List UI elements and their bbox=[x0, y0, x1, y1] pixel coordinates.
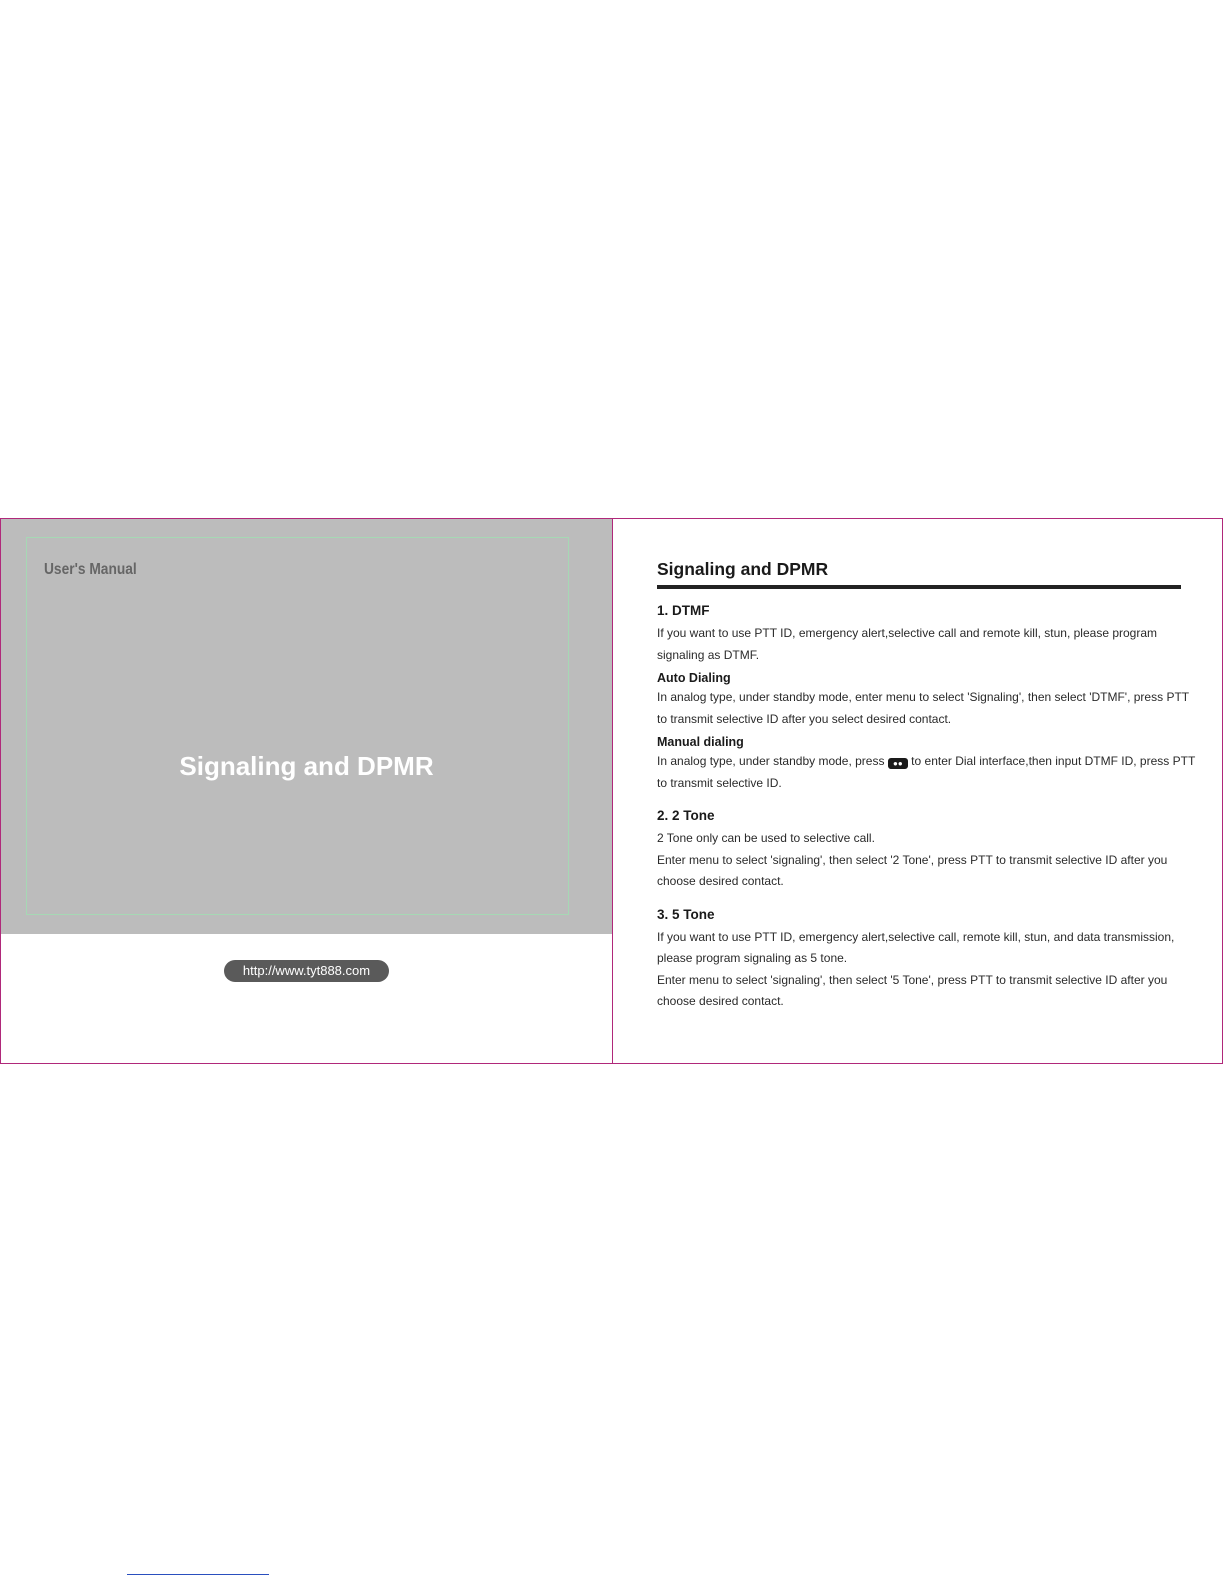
section-two-tone bbox=[657, 808, 1197, 893]
section-heading-five-tone: 3. 5 Tone bbox=[657, 906, 715, 922]
page-heading: Signaling and DPMR bbox=[657, 559, 1181, 589]
bottom-link-rule bbox=[127, 1574, 269, 1575]
two-tone-line-2: Enter menu to select 'signaling', then select '2 Tone', press PTT to transmit selective ID after you choose desired contact. bbox=[657, 852, 1168, 888]
manual-dialing-text-before: In analog type, under standby mode, press bbox=[657, 754, 885, 768]
two-tone-line-1: 2 Tone only can be used to selective call. bbox=[657, 831, 875, 845]
content-area bbox=[657, 559, 1197, 1013]
dial-key-icon: ●● bbox=[888, 758, 908, 769]
cover-panel bbox=[1, 519, 612, 934]
website-link[interactable]: http://www.tyt888.com bbox=[224, 960, 389, 982]
auto-dialing-text: In analog type, under standby mode, enter menu to select 'Signaling', then select 'DTMF', press PTT to transmit selective ID after you select desired contact. bbox=[657, 690, 1189, 726]
manual-label: User's Manual bbox=[44, 561, 137, 578]
auto-dialing-heading: Auto Dialing bbox=[657, 671, 731, 685]
section-dtmf bbox=[657, 603, 1197, 794]
section-five-tone bbox=[657, 907, 1197, 1013]
cover-title: Signaling and DPMR bbox=[179, 751, 434, 781]
manual-dialing-heading: Manual dialing bbox=[657, 735, 744, 749]
dtmf-intro: If you want to use PTT ID, emergency alert,selective call and remote kill, stun, please program signaling as DTMF. bbox=[657, 626, 1158, 662]
right-page bbox=[613, 519, 1223, 1063]
manual-dialing-text-after: to enter Dial interface,then input DTMF ID, press PTT to transmit selective ID. bbox=[657, 754, 1196, 790]
section-heading-two-tone: 2. 2 Tone bbox=[657, 808, 715, 823]
manual-dialing-text bbox=[657, 751, 1197, 794]
five-tone-line-2: Enter menu to select 'signaling', then select '5 Tone', press PTT to transmit selective ID after you choose desired contact. bbox=[657, 972, 1168, 1008]
cover-frame bbox=[26, 537, 569, 915]
left-page bbox=[1, 519, 613, 1063]
section-heading-dtmf: 1. DTMF bbox=[657, 603, 710, 618]
five-tone-line-1: If you want to use PTT ID, emergency alert,selective call, remote kill, stun, and data transmission, please program signaling as 5 tone. bbox=[657, 929, 1175, 965]
manual-spread bbox=[0, 518, 1223, 1064]
